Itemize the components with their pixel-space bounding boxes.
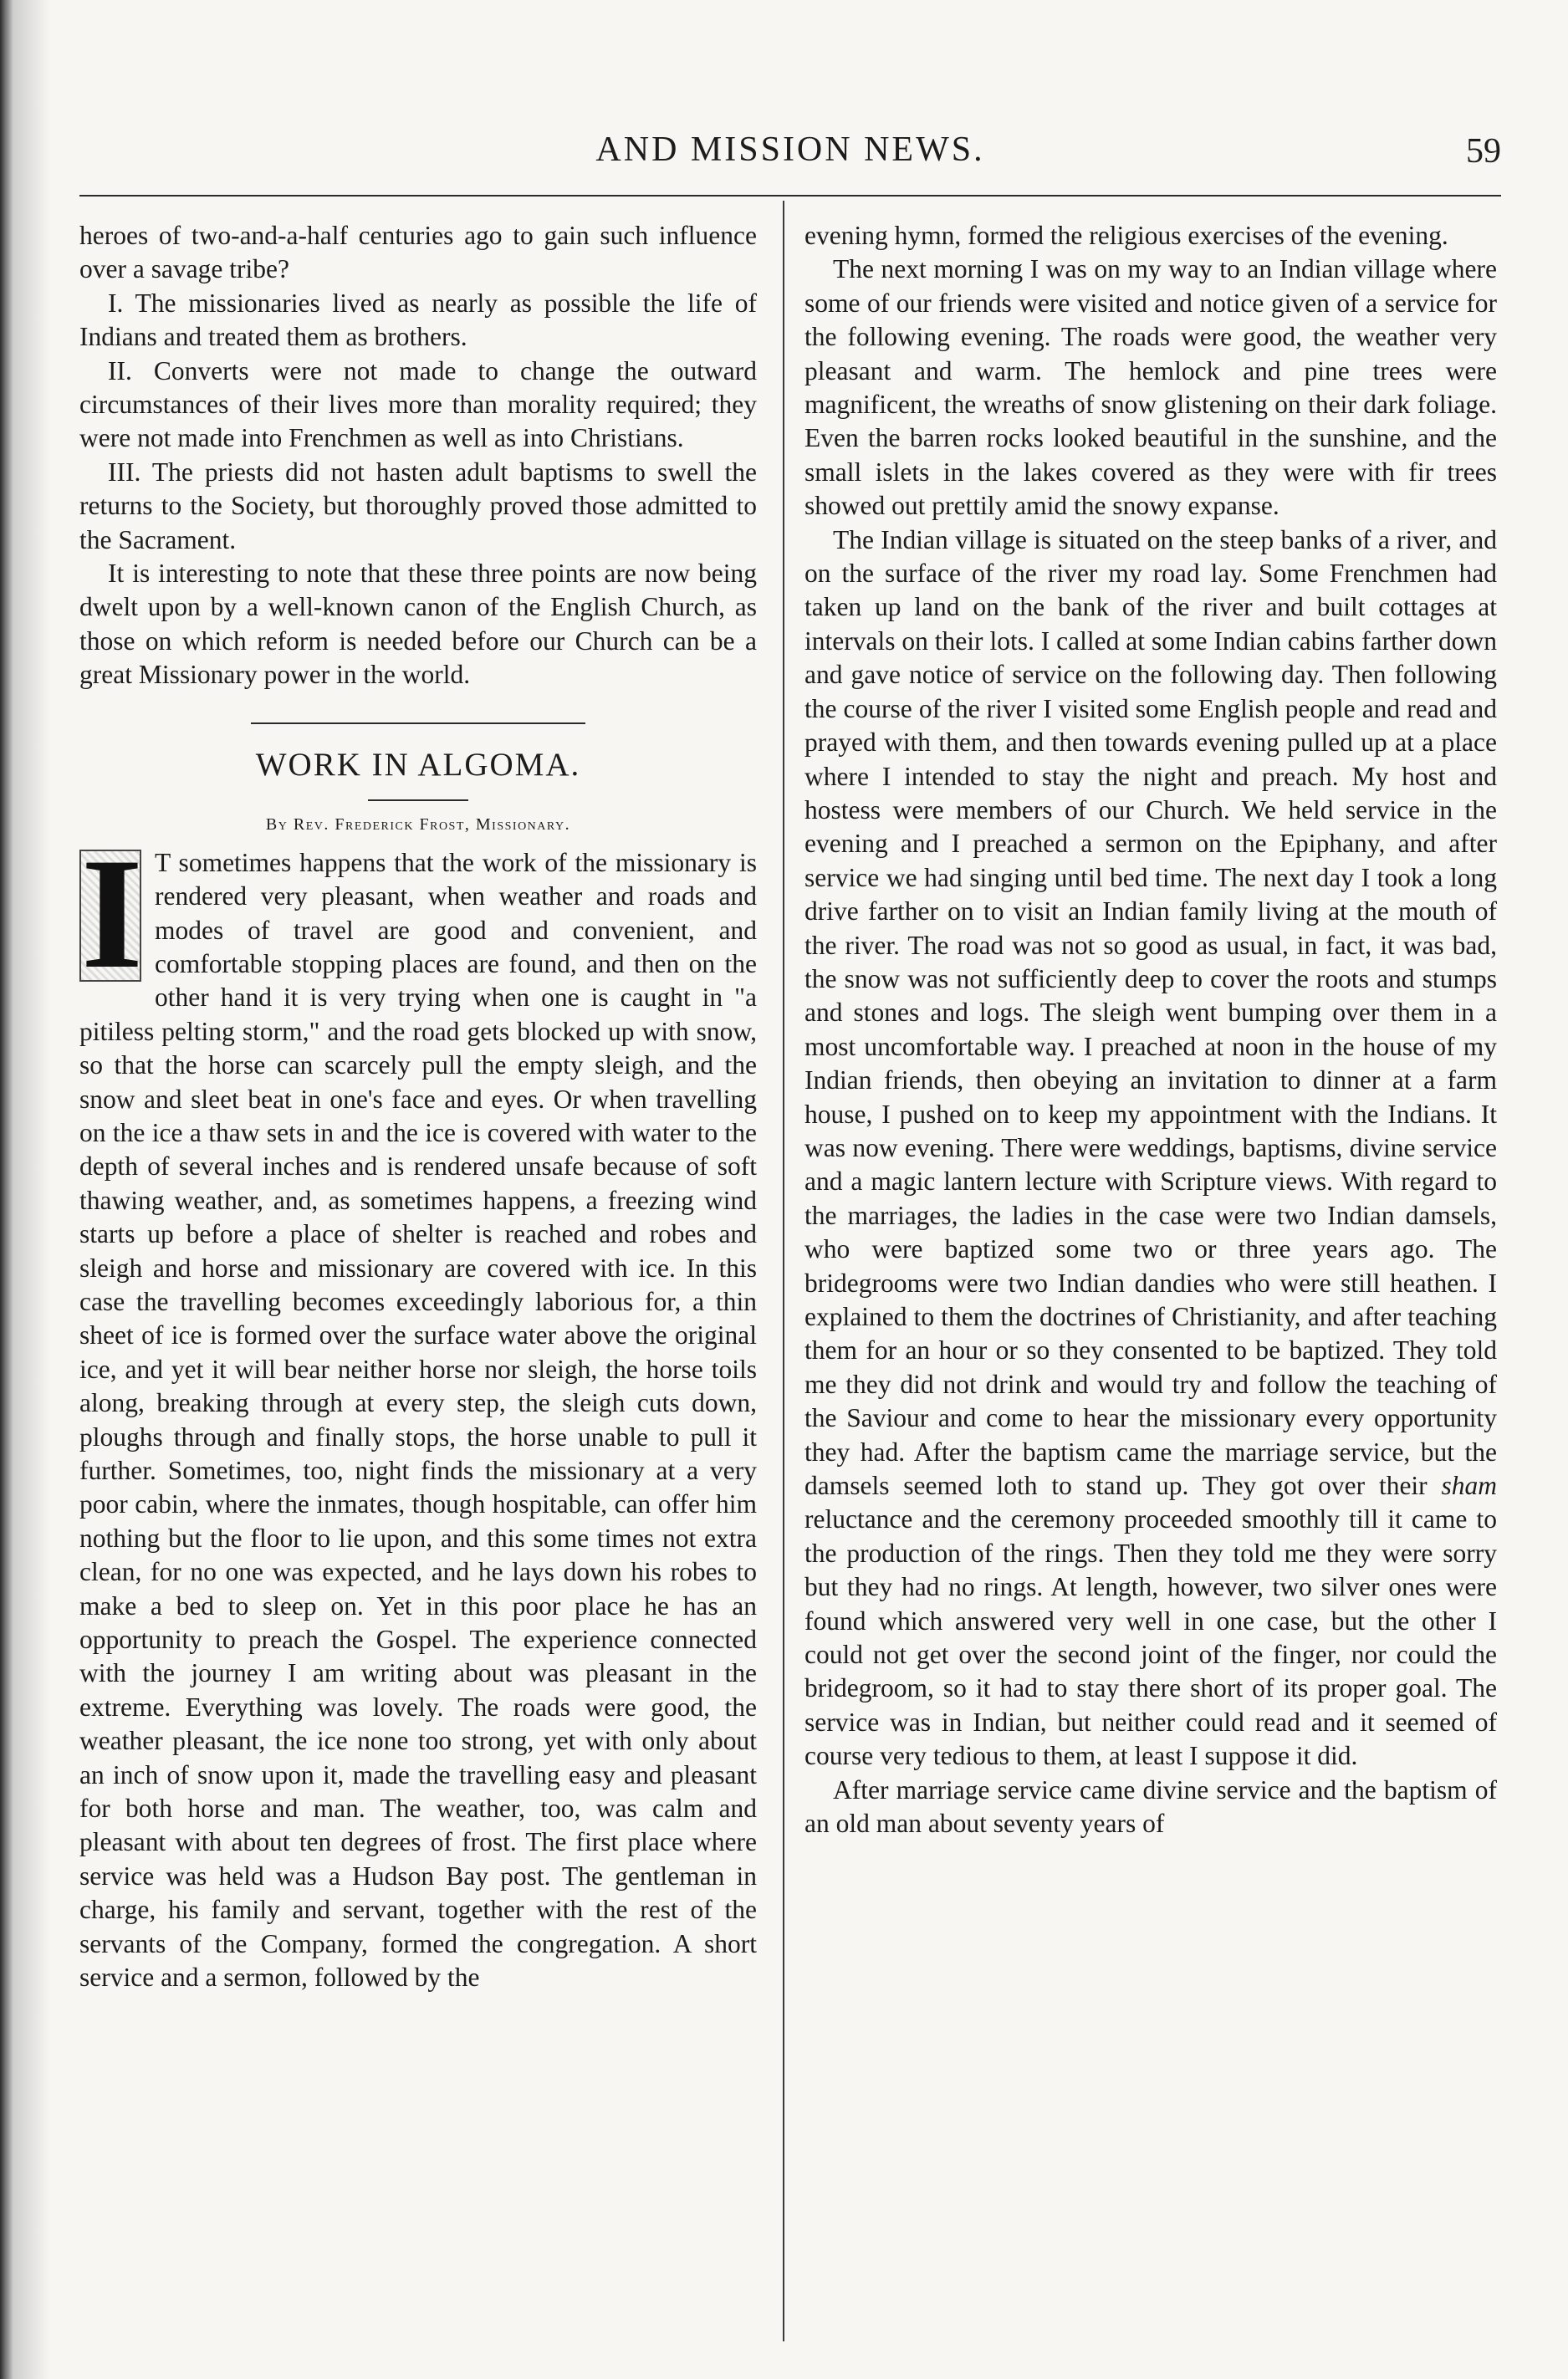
running-header bbox=[79, 130, 1501, 180]
header-title: AND MISSION NEWS. bbox=[595, 130, 985, 169]
paragraph-text: The Indian village is situated on the steep banks of a river, and on the surface of the river my road lay. Some Frenchmen had taken up land on the bank of the river and built cottages at intervals on their lots. I called at some Indian cabins farther down and gave notice of service on the following day. Then following the course of the river I visited some English people and read and prayed with them, and then towards evening pulled up at a place where I intended to stay the night and preach. My host and hostess were members of our Church. We held service in the evening and I preached a sermon on the Epiphany, and after service we had singing until bed time. The next day I took a long drive farther on to visit an Indian family living at the mouth of the river. The road was not so good as usual, in fact, it was bad, the snow was not sufficiently deep to cover the roots and stumps and stones and logs. The sleigh went bumping over them in a most uncomfortable way. I preached at noon in the house of my Indian friends, then obeying an invitation to dinner at a farm house, I pushed on to keep my appointment with the Indians. It was now evening. There were weddings, baptisms, divine service and a magic lantern lecture with Scripture views. With regard to the marriages, the ladies in the case were two Indian damsels, who were baptized some two or three years ago. The bridegrooms were two Indian dandies who were still heathen. I explained to them the doctrines of Christianity, and after teaching them for an hour or so they consented to be baptized. They told me they did not drink and would try and follow the teaching of the Saviour and come to hear the missionary every opportunity they had. After the baptism came the marriage service, but the damsels seemed loth to stand up. They got over their bbox=[804, 524, 1497, 1501]
paragraph bbox=[804, 523, 1497, 1774]
paragraph: I. The missionaries lived as nearly as possible the life of Indians and treated them as brothers. bbox=[79, 288, 757, 352]
paragraph-text: reluctance and the ceremony proceeded smoothly till it came to the production of the rings. Then they told me they were sorry but they had no rings. At length, however, two silver ones were found which answered very well in one case, but the other I could not get over the second joint of the finger, nor could the bridegroom, so it had to stay there short of its proper goal. The service was in Indian, but neither could read and it seemed of course very tedious to them, at least I suppose it did. bbox=[804, 1504, 1497, 1771]
paragraph: evening hymn, formed the religious exercises of the evening. bbox=[804, 221, 1448, 250]
title-rule bbox=[368, 799, 468, 801]
header-rule bbox=[79, 195, 1501, 197]
right-column bbox=[804, 219, 1497, 1841]
dropcap-letter: I bbox=[81, 825, 143, 1002]
article-body bbox=[79, 825, 757, 1995]
section-divider bbox=[251, 722, 585, 724]
paragraph: The next morning I was on my way to an Indian village where some of our friends were visited and notice given of a service for the following evening. The roads were good, the weather very pleasant and warm. The hemlock and pine trees were magnificent, the wreaths of snow glistening on their dark foliage. Even the barren rocks looked beautiful in the sunshine, and the small islets in the lakes covered as they were with fir trees showed out prettily amid the snowy expanse. bbox=[804, 254, 1497, 521]
paragraph: II. Converts were not made to change the outward circumstances of their lives more than morality required; they were not made into Frenchmen as well as into Christians. bbox=[79, 355, 757, 453]
paragraph: III. The priests did not hasten adult baptisms to swell the returns to the Society, but thoroughly proved those admitted to the Sacrament. bbox=[79, 457, 757, 554]
paragraph: T sometimes happens that the work of the missionary is rendered very pleasant, when weather and roads and modes of travel are good and convenient, and comfortable stopping places are found, and then on the other hand it is very trying when one is caught in "a pitiless pelting storm," and the road gets blocked up with snow, so that the horse can scarcely pull the empty sleigh, and the snow and sleet beat in one's face and eyes. Or when travelling on the ice a thaw sets in and the ice is covered with water to the depth of several inches and is rendered unsafe because of soft thawing weather, and, as sometimes happens, a freezing wind starts up before a place of shelter is reached and robes and sleigh and horse and missionary are covered with ice. In this case the travelling becomes exceedingly laborious for, a thin sheet of ice is formed over the surface water above the original ice, and yet it will bear neither horse nor sleigh, the horse toils along, breaking through at every step, the sleigh cuts down, ploughs through and finally stops, the horse unable to pull it further. Sometimes, too, night finds the missionary at a very poor cabin, where the inmates, though hospitable, can offer him nothing but the floor to lie upon, and this some times not extra clean, for no one was expected, and he lays down his robes to make a bed to sleep on. Yet in this poor place he has an opportunity to preach the Gospel. The experience connected with the journey I am writing about was pleasant in the extreme. Everything was lovely. The roads were good, the weather pleasant, the ice none too strong, yet with only about an inch of snow upon it, made the travelling easy and pleasant for both horse and man. The weather, too, was calm and pleasant with about ten degrees of frost. The first place where service was held was a Hudson Bay post. The gentleman in charge, his family and servant, together with the rest of the servants of the Company, formed the congregation. A short service and a sermon, followed by the bbox=[79, 847, 757, 1993]
paragraph: It is interesting to note that these three points are now being dwelt upon by a well-known canon of the English Church, as those on which reform is needed before our Church can be a great Missionary power in the world. bbox=[79, 559, 757, 690]
scan-binding-edge bbox=[0, 0, 50, 2379]
emphasis-word: sham bbox=[1441, 1471, 1497, 1501]
column-divider bbox=[783, 201, 784, 2341]
paragraph: heroes of two-and-a-half centuries ago to gain such influence over a savage tribe? bbox=[79, 221, 757, 284]
paragraph: After marriage service came divine service and the baptism of an old man about seventy years of bbox=[804, 1774, 1497, 1839]
article-byline: By Rev. Frederick Frost, Missionary. bbox=[265, 814, 571, 834]
left-column bbox=[79, 219, 757, 1995]
page-number: 59 bbox=[1466, 132, 1501, 171]
article-title: WORK IN ALGOMA. bbox=[255, 746, 581, 783]
